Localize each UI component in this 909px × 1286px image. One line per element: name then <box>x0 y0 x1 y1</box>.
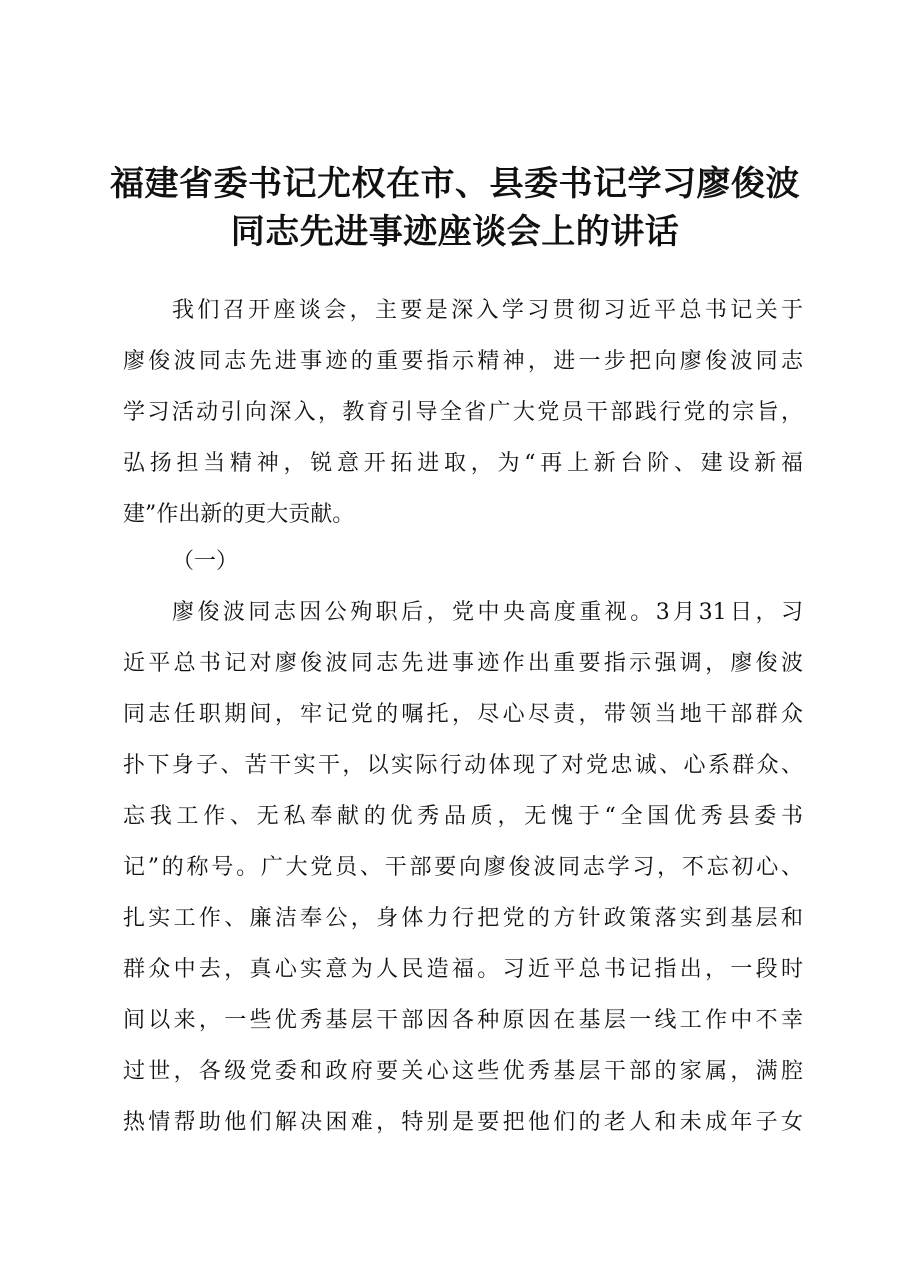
paragraph-2-line-7: 扎实工作、廉洁奉公，身体力行把党的方针政策落实到基层和 <box>123 906 803 931</box>
paragraph-2-line-9: 间以来，一些优秀基层干部因各种原因在基层一线工作中不幸 <box>123 1008 803 1033</box>
section-heading: （一） <box>172 549 239 574</box>
paragraph-2-line-2: 近平总书记对廖俊波同志先进事迹作出重要指示强调，廖俊波 <box>123 651 803 676</box>
paragraph-2-line-4: 扑下身子、苦干实干，以实际行动体现了对党忠诚、心系群众、 <box>123 753 803 778</box>
paragraph-1-line-3: 学习活动引向深入，教育引导全省广大党员干部践行党的宗旨， <box>123 400 803 425</box>
paragraph-2-line-8: 群众中去，真心实意为人民造福。习近平总书记指出，一段时 <box>123 957 803 982</box>
paragraph-2-line-11: 热情帮助他们解决困难，特别是要把他们的老人和未成年子女 <box>123 1110 803 1135</box>
paragraph-2-line-10: 过世，各级党委和政府要关心这些优秀基层干部的家属，满腔 <box>123 1059 803 1084</box>
document-title-line-1: 福建省委书记尤权在市、县委书记学习廖俊波 <box>110 164 800 204</box>
paragraph-1-line-2: 廖俊波同志先进事迹的重要指示精神，进一步把向廖俊波同志 <box>123 349 803 374</box>
paragraph-2-line-5: 忘我工作、无私奉献的优秀品质，无愧于“全国优秀县委书 <box>123 804 803 829</box>
paragraph-1-line-1: 我们召开座谈会，主要是深入学习贯彻习近平总书记关于 <box>172 298 803 323</box>
paragraph-2-line-3: 同志任职期间，牢记党的嘱托，尽心尽责，带领当地干部群众 <box>123 702 803 727</box>
paragraph-2-line-6: 记”的称号。广大党员、干部要向廖俊波同志学习，不忘初心、 <box>123 855 803 880</box>
paragraph-1-line-5: 建”作出新的更大贡献。 <box>123 502 355 527</box>
paragraph-1-line-4: 弘扬担当精神，锐意开拓进取，为“再上新台阶、建设新福 <box>123 451 803 476</box>
document-title-line-2: 同志先进事迹座谈会上的讲话 <box>230 212 680 252</box>
paragraph-2-line-1: 廖俊波同志因公殉职后，党中央高度重视。3月31日，习 <box>172 600 803 625</box>
